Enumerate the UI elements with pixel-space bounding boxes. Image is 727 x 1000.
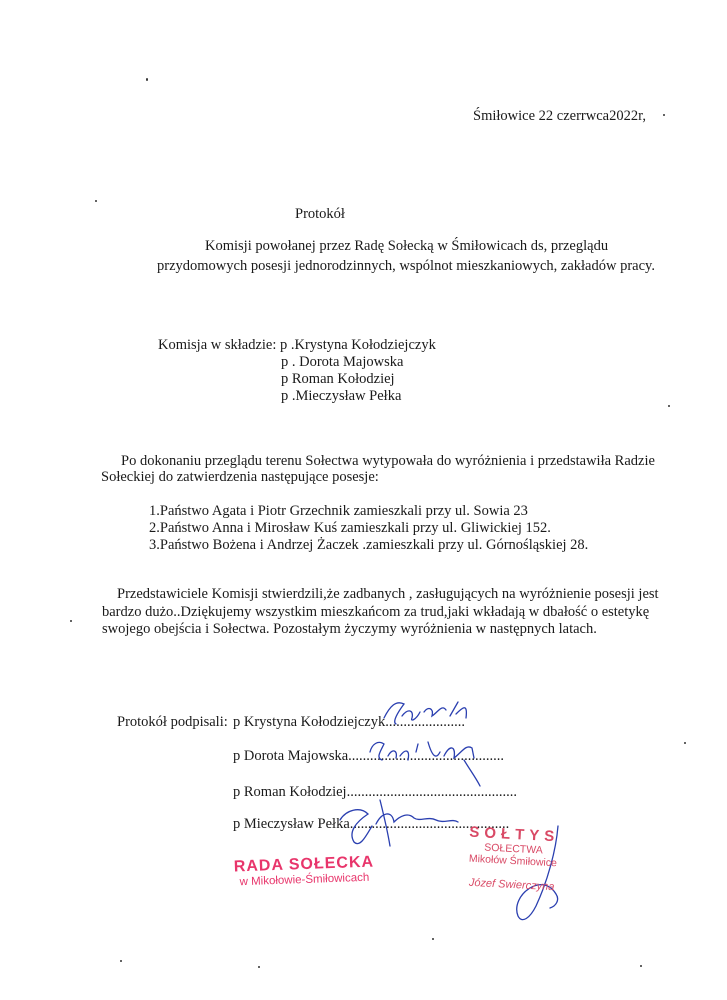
award-item: 3.Państwo Bożena i Andrzej Żaczek .zamieszkali przy ul. Górnośląskiej 28. (149, 537, 589, 553)
stamp-line: SOŁECTWA (483, 841, 544, 857)
committee-member: p .Mieczysław Pełka (281, 388, 402, 404)
document-title: Protokół (295, 206, 345, 222)
stamp-title: RADA SOŁECKA (233, 853, 375, 876)
intro-line: Sołeckiej do zatwierdzenia następujące posesje: (101, 469, 379, 485)
signature-line: p Krystyna Kołodziejczyk...................... (233, 714, 465, 730)
signature-line: p Dorota Majowska........................................... (233, 748, 505, 764)
scan-speck (120, 960, 122, 962)
scan-speck (258, 966, 260, 968)
committee-member: p . Dorota Majowska (281, 354, 404, 370)
scan-speck (70, 620, 72, 622)
scan-speck (668, 405, 670, 407)
scan-speck (684, 742, 686, 744)
signature-line: p Mieczysław Pełka............................................ (233, 816, 510, 832)
place-date: Śmiłowice 22 czerrwca2022r, (473, 108, 646, 124)
signature-line: p Roman Kołodziej............................................... (233, 784, 517, 800)
closing-line: swojego obejścia i Sołectwa. Pozostałym życzymy wyróżnienia w następnych latach. (102, 621, 597, 637)
scan-speck (432, 938, 434, 940)
scan-speck (146, 78, 148, 81)
award-item: 1.Państwo Agata i Piotr Grzechnik zamieszkali przy ul. Sowia 23 (149, 503, 528, 519)
closing-line: Przedstawiciele Komisji stwierdzili,że zadbanych , zasługujących na wyróżnienie posesji jest (117, 586, 659, 602)
stamp-title: SOŁTYS (468, 823, 560, 846)
closing-line: bardzo dużo..Dziękujemy wszystkim mieszkańcom za trud,jaki wkładają w dbałość o estetykę (102, 604, 650, 620)
subtitle-line: Komisji powołanej przez Radę Sołecką w Śmiłowicach ds, przeglądu (205, 238, 609, 254)
subtitle-line: przydomowych posesji jednorodzinnych, wspólnot mieszkaniowych, zakładów pracy. (157, 258, 655, 274)
stamp-line: Mikołów Śmiłowice (468, 852, 558, 870)
rada-solecka-stamp (234, 854, 375, 890)
soltys-stamp (466, 824, 559, 894)
award-item: 2.Państwo Anna i Mirosław Kuś zamieszkali przy ul. Gliwickiej 152. (149, 520, 551, 536)
committee-label: Komisja w składzie: (158, 337, 277, 353)
committee-member: p Roman Kołodziej (281, 371, 395, 387)
scan-speck (640, 965, 642, 967)
stamp-subtitle: w Mikołowie-Śmiłowicach (239, 871, 370, 889)
scan-speck (663, 114, 665, 116)
intro-line: Po dokonaniu przeglądu terenu Sołectwa wytypowała do wyróżnienia i przedstawiła Radzie (121, 453, 655, 469)
scan-speck (95, 200, 97, 202)
signatures-label: Protokół podpisali: (117, 714, 228, 730)
stamp-name: Józef Swierczyna (468, 876, 555, 894)
committee-member: p .Krystyna Kołodziejczyk (280, 337, 436, 353)
